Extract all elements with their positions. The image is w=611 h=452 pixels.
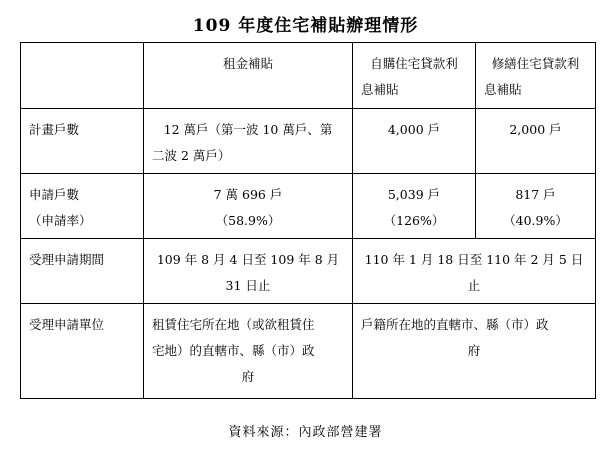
header-cell-empty [21, 43, 144, 109]
row-label-text: 計畫戶數 [29, 122, 80, 137]
header-repair-line-2: 息補貼 [484, 82, 522, 97]
cell-rent-applications [144, 174, 353, 239]
row-label-applications [21, 174, 144, 239]
cell-text-line: 5,039 戶 [387, 187, 441, 202]
row-label-application-unit [21, 304, 144, 399]
cell-purchase-applications [353, 174, 476, 239]
row-label-text: 受理申請期間 [29, 252, 105, 267]
table-title: 109 年度住宅補貼辦理情形 [192, 16, 419, 36]
cell-rent-planned [144, 109, 353, 174]
header-purchase-line-1: 自購住宅貸款利 [370, 56, 458, 71]
header-rent-label: 租金補貼 [222, 56, 273, 71]
header-repair-line-1: 修繕住宅貸款利 [491, 56, 580, 71]
table-row [21, 239, 596, 304]
cell-text-line: 817 戶 [515, 187, 556, 202]
cell-purchase-planned [353, 109, 476, 174]
row-label-text: 申請戶數 [29, 187, 80, 202]
table-row [21, 109, 596, 174]
header-row [21, 43, 596, 109]
cell-text-line: 12 萬戶（第一波 10 萬戶、第 [163, 122, 333, 137]
header-cell-rent-subsidy [144, 43, 353, 109]
cell-text-line: （58.9%） [215, 213, 281, 228]
cell-text-line: 止 [467, 278, 481, 293]
header-cell-purchase-subsidy [353, 43, 476, 109]
row-label-planned-households [21, 109, 144, 174]
cell-text-line: 府 [467, 343, 481, 358]
cell-text-line: 31 日止 [225, 278, 271, 293]
table-row [21, 174, 596, 239]
header-cell-repair-subsidy [476, 43, 596, 109]
cell-text-line: 戶籍所在地的直轄市、縣（市）政 [361, 317, 549, 332]
row-label-text: （申請率） [29, 213, 92, 228]
cell-repair-planned [476, 109, 596, 174]
cell-text-line: 租賃住宅所在地（或欲租賃住 [152, 317, 315, 332]
cell-text-line: 4,000 戶 [387, 122, 441, 137]
cell-text-line: 宅地）的直轄市、縣（市）政 [152, 343, 315, 358]
row-label-text: 受理申請單位 [29, 317, 105, 332]
row-label-application-period [21, 239, 144, 304]
cell-loan-unit-merged [353, 304, 596, 399]
cell-text-line: 7 萬 696 戶 [213, 187, 283, 202]
subsidy-table [20, 42, 596, 399]
cell-rent-unit [144, 304, 353, 399]
header-purchase-line-2: 息補貼 [361, 82, 399, 97]
source-note: 資料來源：內政部營建署 [228, 425, 383, 440]
cell-text-line: 2,000 戶 [509, 122, 562, 137]
cell-text-line: 府 [241, 369, 255, 384]
cell-rent-period [144, 239, 353, 304]
cell-text-line: （40.9%） [503, 213, 568, 228]
cell-loan-period-merged [353, 239, 596, 304]
cell-text-line: 二波 2 萬戶） [152, 148, 231, 163]
cell-text-line: 110 年 1 月 18 日至 110 年 2 月 5 日 [364, 252, 584, 267]
cell-text-line: （126%） [383, 213, 445, 228]
cell-repair-applications [476, 174, 596, 239]
cell-text-line: 109 年 8 月 4 日至 109 年 8 月 [156, 252, 340, 267]
table-row [21, 304, 596, 399]
